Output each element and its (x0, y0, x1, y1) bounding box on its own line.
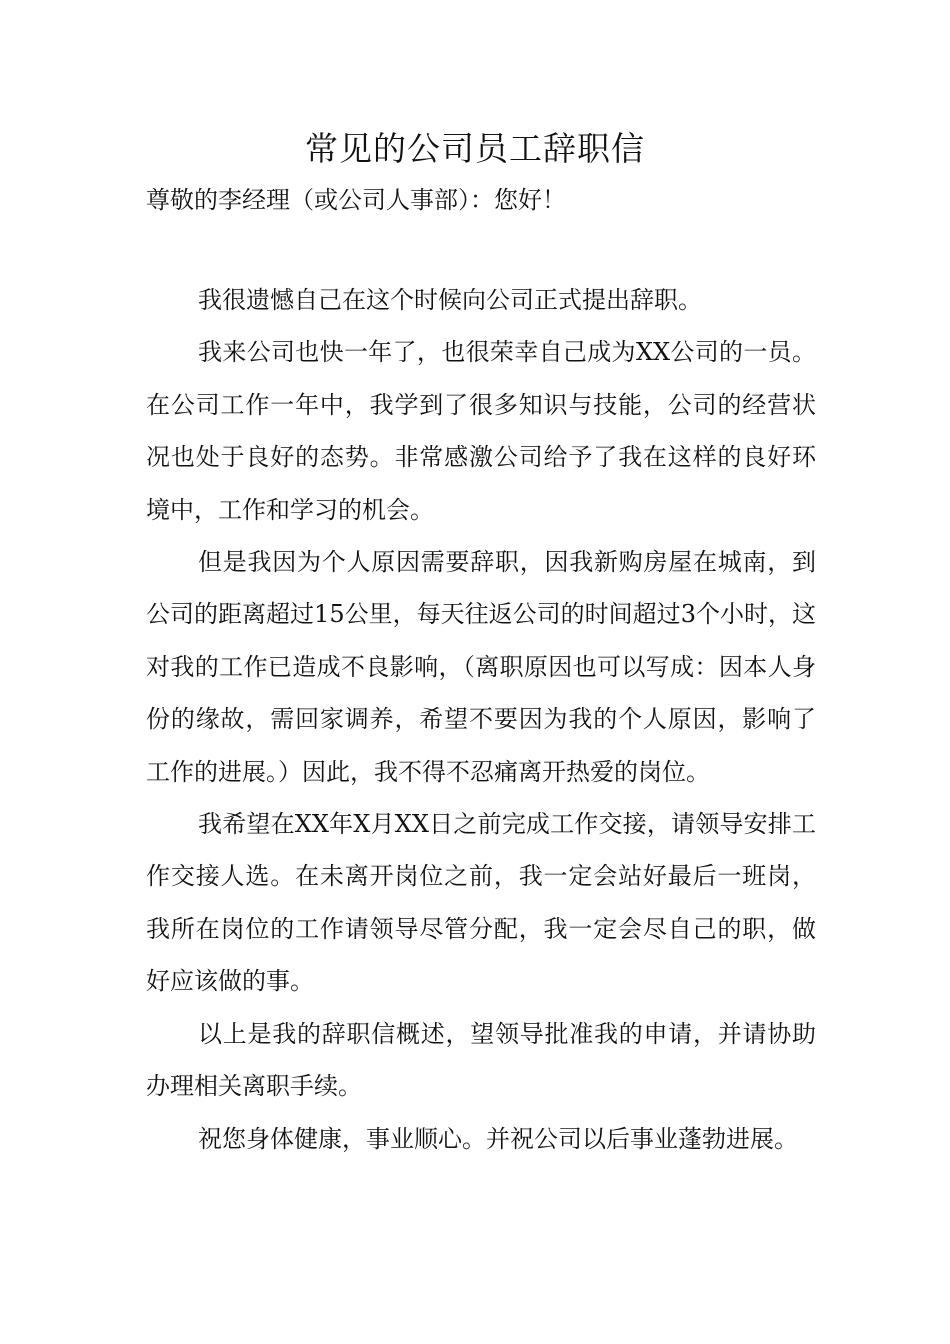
paragraph-request: 以上是我的辞职信概述，望领导批准我的申请，并请协助办理相关离职手续。 (146, 1019, 816, 1101)
paragraph-experience: 我来公司也快一年了，也很荣幸自己成为XX公司的一员。在公司工作一年中，我学到了很多知识与技能，公司的经营状况也处于良好的态势。非常感激公司给予了我在这样的良好环境中，工作和学习的机会。 (146, 338, 816, 524)
salutation: 尊敬的李经理（或公司人事部）：您好！ (146, 186, 566, 214)
letter-body (146, 274, 816, 1165)
paragraph-reason: 但是我因为个人原因需要辞职，因我新购房屋在城南，到公司的距离超过15公里，每天往返公司的时间超过3个小时，这对我的工作已造成不良影响，（离职原因也可以写成：因本人身份的缘故，需回家调养，希望不要因为我的个人原因，影响了工作的进展。）因此，我不得不忍痛离开热爱的岗位。 (146, 548, 816, 786)
paragraph-handover: 我希望在XX年X月XX日之前完成工作交接，请领导安排工作交接人选。在未离开岗位之前，我一定会站好最后一班岗，我所在岗位的工作请领导尽管分配，我一定会尽自己的职，做好应该做的事。 (146, 810, 816, 996)
paragraph-closing: 祝您身体健康，事业顺心。并祝公司以后事业蓬勃进展。 (198, 1124, 798, 1153)
paragraph-opening: 我很遗憾自己在这个时候向公司正式提出辞职。 (198, 286, 702, 314)
document-title: 常见的公司员工辞职信 (305, 129, 645, 168)
